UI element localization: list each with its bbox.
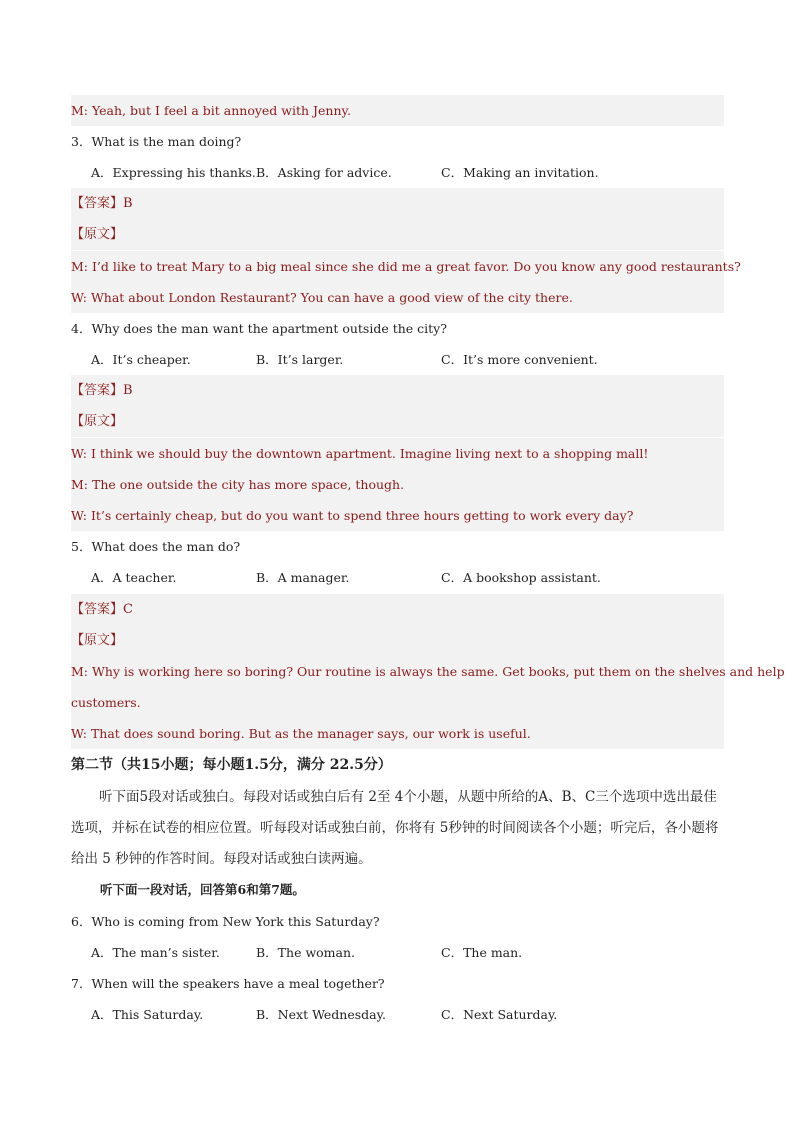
section-instructions: 听下面5段对话或独白。每段对话或独白后有 2至 4个小题，从题中所给的A、B、C三个选项中选出最佳选项，并标在试卷的相应位置。听每段对话或独白前，你将有 5秒钟的时间阅读各个小题；听完后，各小题将给出 5 秒钟的作答时间。每段对话或独白读两遍。 — [71, 789, 719, 867]
question-7-options — [91, 999, 724, 1030]
dialogue-line: W: What about London Restaurant? You can have a good view of the city there. — [71, 282, 724, 313]
option-c: C．It’s more convenient. — [441, 352, 598, 367]
question-5-options — [91, 562, 724, 593]
question-4-options — [91, 344, 724, 375]
question-6: 6．Who is coming from New York this Saturday? — [71, 914, 380, 929]
dialogue-line-continued: customers. — [71, 687, 724, 718]
answer-label: 【答案】C — [71, 594, 724, 625]
option-a: A．This Saturday. — [91, 1007, 204, 1022]
option-b: B．It’s larger. — [256, 352, 344, 367]
section-heading: 第二节（共15小题；每小题1.5分，满分 22.5分） — [71, 757, 392, 773]
option-a: A．Expressing his thanks. — [91, 165, 256, 180]
option-c: C．Next Saturday. — [441, 1007, 558, 1022]
dialogue-line: M: Why is working here so boring? Our routine is always the same. Get books, put them on the shelves and help — [71, 656, 724, 687]
dialogue-line: W: I think we should buy the downtown apartment. Imagine living next to a shopping mall! — [71, 438, 724, 469]
option-c: C．A bookshop assistant. — [441, 570, 601, 585]
option-a: A．It’s cheaper. — [91, 352, 191, 367]
dialogue-line: W: It’s certainly cheap, but do you want to spend three hours getting to work every day? — [71, 500, 724, 531]
question-5: 5．What does the man do? — [71, 539, 241, 554]
question-7: 7．When will the speakers have a meal together? — [71, 976, 385, 991]
option-c: C．Making an invitation. — [441, 165, 599, 180]
dialogue-line: M: Yeah, but I feel a bit annoyed with Jenny. — [71, 95, 724, 126]
dialogue-line: M: The one outside the city has more space, though. — [71, 469, 724, 500]
answer-label: 【答案】B — [71, 188, 724, 219]
answer-label: 【答案】B — [71, 375, 724, 406]
dialogue-line: M: I’d like to treat Mary to a big meal since she did me a great favor. Do you know any good restaurants? — [71, 251, 724, 282]
question-3-options — [91, 157, 724, 188]
option-c: C．The man. — [441, 945, 523, 960]
source-label: 【原文】 — [71, 406, 724, 437]
option-b: B．Next Wednesday. — [256, 1007, 386, 1022]
question-4: 4．Why does the man want the apartment outside the city? — [71, 321, 447, 336]
question-6-options — [91, 937, 724, 968]
dialogue-line: W: That does sound boring. But as the manager says, our work is useful. — [71, 718, 724, 749]
option-b: B．A manager. — [256, 570, 350, 585]
option-b: B．Asking for advice. — [256, 165, 392, 180]
dialog-intro: 听下面一段对话，回答第6和第7题。 — [100, 882, 305, 897]
question-3: 3．What is the man doing? — [71, 134, 242, 149]
source-label: 【原文】 — [71, 219, 724, 250]
option-a: A．A teacher. — [91, 570, 177, 585]
source-label: 【原文】 — [71, 625, 724, 656]
option-b: B．The woman. — [256, 945, 355, 960]
option-a: A．The man’s sister. — [91, 945, 220, 960]
